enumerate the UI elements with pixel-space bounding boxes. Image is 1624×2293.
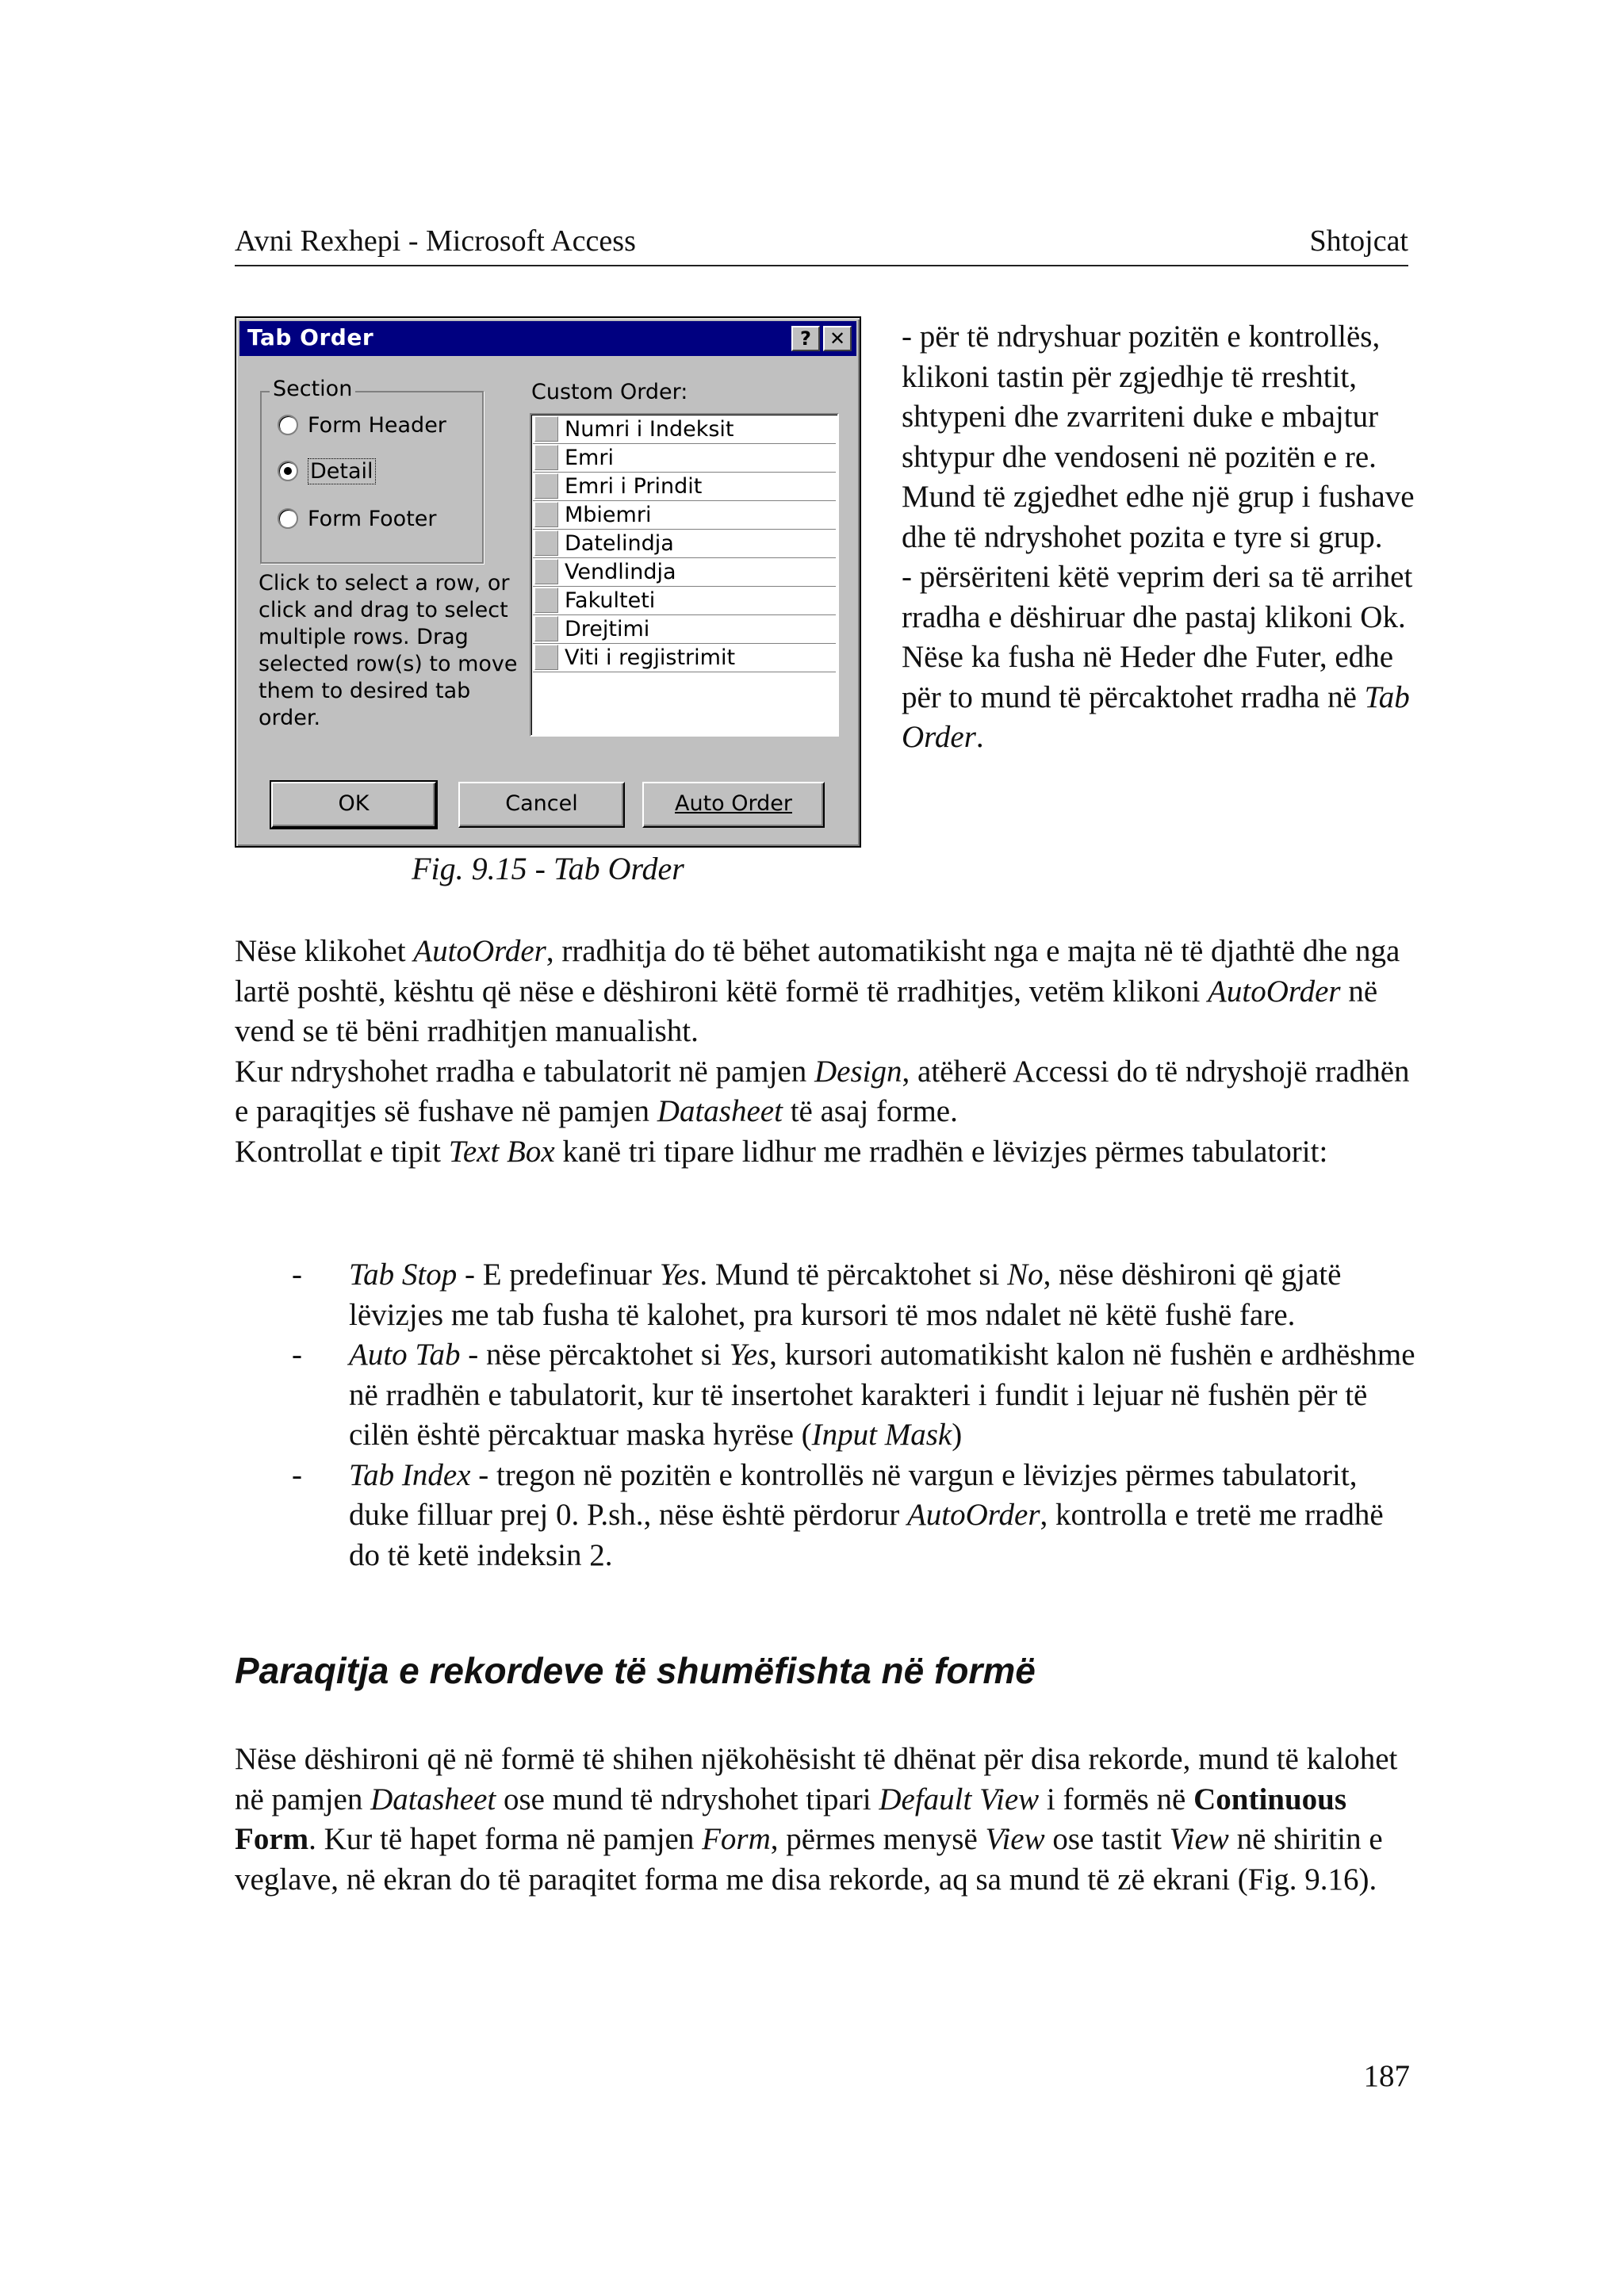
tab-order-dialog [235, 316, 861, 848]
row-selector[interactable] [534, 473, 558, 499]
text-run: Nëse ka fusha në Heder dhe Futer, edhe për to mund të përcaktohet rradha në [902, 640, 1394, 714]
body-text-2 [235, 1740, 1416, 1900]
help-line: order. [259, 706, 321, 730]
list-item-tab-index: - Tab Index - tregon në pozitën e kontrollës në vargun e lëvizjes përmes tabulatorit, duke filluar prej 0. P.sh., nëse është përdorur AutoOrder, kontrolla e tretë me rradhë do të ketë indeksin 2. [235, 1456, 1416, 1576]
figure-caption: Fig. 9.15 - Tab Order [412, 851, 684, 886]
side-paragraph: - përsëriteni këtë veprim deri sa të arrihet rradha e dëshiruar dhe pastaj klikoni Ok. [902, 560, 1413, 634]
field-name: Fakulteti [565, 588, 656, 613]
list-item-tab-stop: - Tab Stop - E predefinuar Yes. Mund të përcaktohet si No, nëse dëshironi që gjatë lëvizjes me tab fusha të kalohet, pra kursori të mos ndalet në këtë fushë fare. [235, 1255, 1416, 1335]
field-name: Vendlindja [565, 560, 676, 584]
list-item[interactable] [533, 614, 836, 644]
radio-detail[interactable] [278, 461, 298, 481]
list-item[interactable] [533, 472, 836, 501]
section-group [260, 377, 484, 564]
field-name: Mbiemri [565, 503, 652, 527]
dialog-titlebar [239, 321, 856, 356]
body-text [235, 932, 1416, 1172]
list-item[interactable] [533, 586, 836, 615]
list-item-auto-tab: - Auto Tab - nëse përcaktohet si Yes, kursori automatikisht kalon në fushën e ardhëshme në rradhën e tabulatorit, kur të insertohet karakteri i fundit i lejuar në fushën për të cilën është përcaktuar maska hyrëse (Input Mask) [235, 1335, 1416, 1456]
paragraph-continuous-form: Nëse dëshironi që në formë të shihen njëkohësisht të dhënat për disa rekorde, mund të kalohet në pamjen Datasheet ose mund të ndryshohet tipari Default View i formës në Continuous Form. Kur të hapet forma në pamjen Form, përmes menysë View ose tastit View në shiritin e veglave, në ekran do të paraqitet forma me disa rekorde, aq sa mund të zë ekrani (Fig. 9.16). [235, 1742, 1398, 1897]
bullet-dash: - [292, 1338, 302, 1372]
radio-form-footer[interactable] [278, 508, 298, 529]
page-header [235, 224, 1408, 266]
row-selector[interactable] [534, 559, 558, 584]
list-item[interactable] [533, 643, 836, 672]
row-selector[interactable] [534, 502, 558, 527]
field-name: Numri i Indeksit [565, 417, 734, 442]
dialog-help-text [259, 570, 518, 732]
text-run-italic: Tab Order [902, 679, 1410, 754]
field-name: Viti i regjistrimit [565, 645, 736, 670]
paragraph-design: Kur ndryshohet rradha e tabulatorit në pamjen Design, atëherë Accessi do të ndryshojë rradhën e paraqitjes së fushave në pamjen Datasheet të asaj forme. [235, 1054, 1410, 1128]
radio-form-header-label: Form Header [308, 413, 446, 438]
radio-selected-dot [284, 467, 292, 475]
help-line: selected row(s) to move [259, 652, 518, 676]
paragraph-autoorder: Nëse klikohet AutoOrder, rradhitja do të bëhet automatikisht nga e majta në të djathtë dhe nga lartë poshtë, kështu që nëse e dëshironi këtë formë të rradhitjes, vetëm klikoni AutoOrder në vend se të bëni rradhitjen manualisht. [235, 934, 1400, 1048]
side-paragraph: - për të ndryshuar pozitën e kontrollës, klikoni tastin për zgjedhje të rreshtit, shtypeni dhe zvarriteni duke e mbajtur shtypur dhe vendoseni në pozitën e re. Mund të zgjedhet edhe një grup i fushave dhe të ndryshohet pozita e tyre si grup. [902, 320, 1415, 554]
list-item[interactable] [533, 443, 836, 473]
dialog-title: Tab Order [247, 324, 374, 350]
list-item[interactable] [533, 500, 836, 530]
list-item[interactable] [533, 557, 836, 587]
bullet-dash: - [292, 1258, 302, 1292]
header-section: Shtojcat [1309, 224, 1408, 258]
help-line: Click to select a row, or [259, 571, 510, 595]
radio-detail-label: Detail [308, 458, 376, 484]
cancel-button[interactable]: Cancel [458, 782, 625, 828]
auto-order-button[interactable]: Auto Order [642, 782, 825, 828]
side-text [902, 317, 1417, 758]
custom-order-label: Custom Order: [531, 380, 688, 404]
list-item[interactable] [533, 415, 836, 444]
radio-form-footer-label: Form Footer [308, 507, 437, 531]
row-selector[interactable] [534, 445, 558, 470]
bullet-dash: - [292, 1457, 302, 1492]
field-name: Emri i Prindit [565, 474, 703, 499]
field-name: Drejtimi [565, 617, 650, 641]
help-line: them to desired tab [259, 679, 471, 703]
header-author-title: Avni Rexhepi - Microsoft Access [235, 224, 636, 258]
row-selector[interactable] [534, 616, 558, 641]
radio-form-header[interactable] [278, 415, 298, 435]
custom-order-list[interactable] [530, 413, 839, 737]
row-selector[interactable] [534, 588, 558, 613]
section-label: Section [270, 377, 355, 401]
row-selector[interactable] [534, 530, 558, 556]
row-selector[interactable] [534, 645, 558, 670]
field-name: Datelindja [565, 531, 674, 556]
list-item[interactable] [533, 529, 836, 558]
radio-detail-label-wrap [308, 459, 376, 484]
help-line: click and drag to select [259, 598, 508, 622]
paragraph-textbox: Kontrollat e tipit Text Box kanë tri tipare lidhur me rradhën e lëvizjes përmes tabulatorit: [235, 1134, 1328, 1169]
side-paragraph [902, 637, 1417, 758]
text-run: . [975, 720, 984, 754]
ok-button[interactable]: OK [271, 782, 436, 828]
field-name: Emri [565, 446, 614, 470]
help-icon[interactable]: ? [791, 326, 820, 351]
close-icon[interactable]: ✕ [823, 326, 852, 351]
page-number: 187 [1363, 2059, 1410, 2093]
section-heading: Paraqitja e rekordeve të shumëfishta në formë [235, 1650, 1036, 1691]
property-list [235, 1255, 1416, 1575]
row-selector[interactable] [534, 416, 558, 442]
help-line: multiple rows. Drag [259, 625, 469, 649]
